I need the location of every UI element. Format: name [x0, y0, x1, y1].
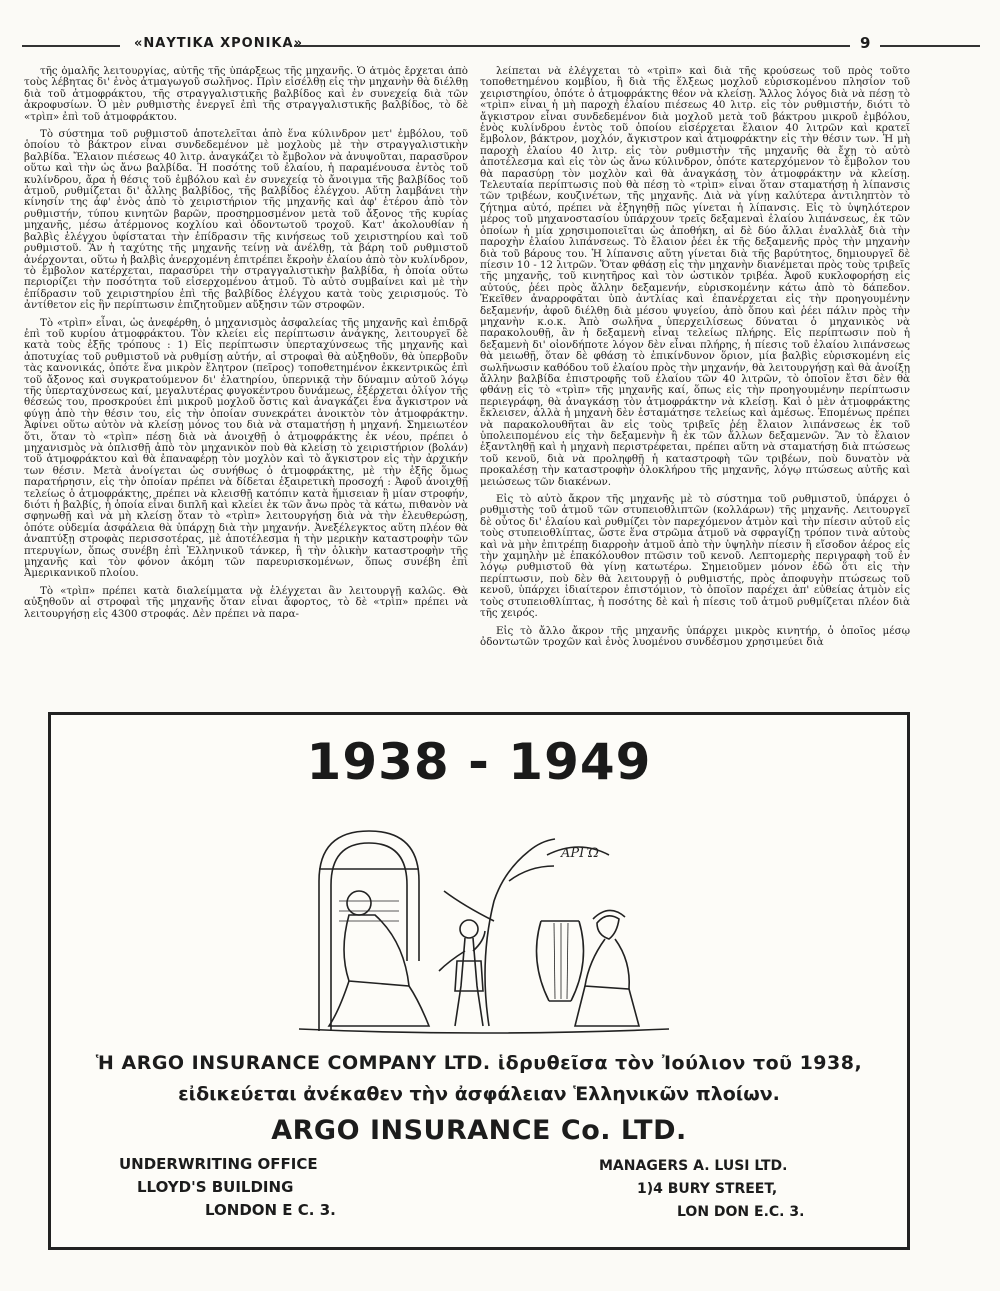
illustration-caption: ΑΡΓΩ: [561, 846, 599, 861]
managers-address: [599, 1155, 889, 1224]
article-column-left: [24, 66, 468, 710]
managers-line: 1)4 BURY STREET,: [637, 1181, 778, 1197]
article-paragraph: Τὸ σύστημα τοῦ ρυθμιστοῦ ἀποτελεῖται ἀπὸ ἕνα κύλινδρον μετ' ἐμβόλου, τοῦ ὁποίου τὸ βάκτρον εἶναι συνδεδεμένον μὲ μοχλοὺς μὲ τὴν στραγγαλιστικὴν βαλβίδα. Ἔλαιον πιέσεως 40 λιτρ. ἀναγκάζει τὸ ἔμβολον νὰ ἀνυψοῦται, παρασῦρον οὕτω καὶ τὴν ὡς ἄνω βαλβίδα. Ἡ ποσότης τοῦ ἐλαίου, ἡ παραμένουσα ἐντὸς τοῦ κυλίνδρου, ἄρα ἡ θέσις τοῦ ἐμβόλου καὶ ἐν συνεχείᾳ τὸ ἄνοιγμα τῆς βαλβίδος τοῦ ἀτμοῦ, ρυθμίζεται δι' ἄλλης βαλβίδος, τῆς βαλβίδος ἐλέγχου. Αὕτη λαμβάνει τὴν κίνησίν της ἀφ' ἑνὸς ἀπὸ τὸ χειριστήριον τῆς μηχανῆς καὶ ἀφ' ἑτέρου ἀπὸ τὸν ρυθμιστήν, τύπου κινητῶν βαρῶν, προσηρμοσμένον μετὰ τοῦ ἄξονος τῆς κυρίας μηχανῆς, μέσω ἀτέρμονος κοχλίου καὶ ὀδοντωτοῦ τροχοῦ. Κατ' ἀκολουθίαν ἡ βαλβὶς ἐλέγχου ὑφίσταται τὴν ἐπίδρασιν τῆς κινήσεως τοῦ χειριστηρίου καὶ τοῦ ρυθμιστοῦ. Ἂν ἡ ταχύτης τῆς μηχανῆς τείνῃ νὰ ἀνέλθῃ, τὰ βάρη τοῦ ρυθμιστοῦ ἀνέρχονται, οὕτω ἡ βαλβὶς ἀνερχομένη ἐπιτρέπει ἔκροὴν ἐλαίου ἀπὸ τὸν κυλίνδρον, τὸ ἔμβολον κατέρχεται, παρασύρει τὴν στραγγαλιστικὴν βαλβίδα, ἡ ὁποία οὕτω περιορίζει τὴν ποσότητα τοῦ εἰσερχομένου ἀτμοῦ. Τὸ αὐτὸ συμβαίνει καὶ μὲ τὴν ἐπίδρασιν τοῦ χειριστηρίου ἐπὶ τῆς βαλβίδος ἐλέγχου κατὰ τοὺς χειρισμούς. Τὸ ἀντίθετον εἰς ἣν περίπτωσιν ἐπιζητοῦμεν αὔξησιν τῶν στροφῶν.: [24, 128, 468, 312]
page-number: 9: [860, 34, 871, 52]
managers-line: MANAGERS A. LUSI LTD.: [599, 1158, 788, 1174]
argo-insurance-advertisement: [48, 712, 910, 1250]
article-paragraph: Εἰς τὸ ἄλλο ἄκρον τῆς μηχανῆς ὑπάρχει μικρὸς κινητήρ, ὁ ὁποῖος μέσῳ ὀδοντωτῶν τροχῶν καὶ ἑνὸς λυομένου συνδέσμου χρησιμεύει διὰ: [480, 624, 910, 648]
article-paragraph: Τὸ «τρὶπ» εἶναι, ὡς ἀνεφέρθη, ὁ μηχανισμὸς ἀσφαλείας τῆς μηχανῆς καὶ ἐπιδρᾷ ἐπὶ τοῦ κυρίου ἀτμοφράκτου. Τὸν κλείει εἰς περίπτωσιν ἀνάγκης, λειτουργεῖ δὲ κατὰ τοὺς ἑξῆς τρόπους : 1) Εἰς περίπτωσιν ὑπερταχύνσεως τῆς μηχανῆς καὶ ἀποτυχίας τοῦ ρυθμιστοῦ νὰ ρυθμίσῃ αὐτήν, αἱ στροφαὶ θὰ αὐξηθοῦν, θὰ ὑπερβοῦν τὰς κανονικάς, ὁπότε ἕνα μικρὸν ἔλητρον (πεῖρος) τοποθετημένον ἐκκεντρικῶς ἐπὶ τοῦ ἄξονος καὶ συγκρατούμενον δι' ἐλατηρίου, ὑπερνικᾷ τὴν δύναμιν αὐτοῦ λόγῳ τῆς ὑπερταχύνσεως καί, μεγαλυτέρας φυγοκέντρου δυνάμεως, ἐξέρχεται ὀλίγον τῆς θέσεώς του, προσκρούει ἐπὶ μικροῦ μοχλοῦ ὅστις καὶ ἀναγκάζει ἕνα ἄγκιστρον νὰ φύγῃ ἀπὸ τὴν θέσιν του, εἰς τὴν ὁποίαν συνεκράτει ἀνοικτὸν τὸν ἀτμοφράκτην. Ἀφίνει οὕτω αὐτὸν νὰ κλείσῃ μόνος του διὰ νὰ σταματήσῃ ἡ μηχανή. Σημειωτέον ὅτι, ὅταν τὸ «τρὶπ» πέσῃ διὰ νὰ ἀνοιχθῇ ὁ ἀτμοφράκτης ἐκ νέου, πρέπει ὁ μηχανισμὸς νὰ ὁπλισθῇ ἀπὸ τὸν μηχανικὸν ποὺ θὰ κλείσῃ τὸ χειριστήριον (βολάν) τοῦ ἀτμοφράκτου καὶ θὰ ἐπαναφέρῃ τὸν μοχλὸν καὶ τὸ ἄγκιστρον εἰς τὴν ἀρχικήν των θέσιν. Μετὰ ἀνοίγεται ὡς συνήθως ὁ ἀτμοφράκτης, μὲ τὴν ἑξῆς ὅμως παρατήρησιν, εἰς τὴν ὁποίαν πρέπει νὰ δίδεται ἐξαιρετικὴ προσοχή : Ἀφοῦ ἀνοιχθῇ τελείως ὁ ἀτμοφράκτης, πρέπει νὰ κλεισθῇ κατόπιν κατὰ ἥμισειαν ἢ μίαν στροφήν, διότι ἡ βαλβίς, ἡ ὁποία εἶναι διπλῆ καὶ κλείει ἐκ τῶν ἄνω πρὸς τὰ κάτω, πιθανὸν νὰ σφηνωθῇ καὶ νὰ μὴ κλείσῃ ὅταν τὸ «τρὶπ» λειτουργήσῃ διὰ νὰ τὴν ἐλευθερώσῃ, ὁπότε οὐδεμία ἀσφάλεια θὰ ὑπάρχῃ διὰ τὴν μηχανήν. Ἀνεξέλεγκτος αὕτη πλέον θὰ ἀναπτύξῃ στροφὰς περισσοτέρας, μὲ ἀποτέλεσμα ἡ τὴν μερικὴν καταστροφὴν τῶν πτερυγίων, ὅπως συνέβη ἐπὶ Ἑλληνικοῦ τάνκερ, ἢ τὴν ὁλικὴν καταστροφὴν τῆς μηχανῆς καὶ τὸν φόνον ἀκόμη τῶν παρευρισκομένων, ὅπως συνέβη ἐπὶ Ἀμερικανικοῦ πλοίου.: [24, 316, 468, 580]
header-rule-far: [880, 45, 980, 47]
ad-greek-line-2: εἰδικεύεται ἀνέκαθεν τὴν ἀσφάλειαν Ἑλληνικῶν πλοίων.: [178, 1083, 780, 1105]
underwriting-office-address: [119, 1153, 419, 1222]
office-line: LLOYD'S BUILDING: [137, 1178, 294, 1196]
argo-classical-illustration: [279, 811, 679, 1041]
article-paragraph: τῆς ὁμαλῆς λειτουργίας, αὐτῆς τῆς ὑπάρξεως τῆς μηχανῆς. Ὁ ἀτμὸς ἔρχεται ἀπὸ τοὺς λέβητας δι' ἑνὸς ἀτμαγωγοῦ σωλῆνος. Πρὶν εἰσέλθῃ εἰς τὴν μηχανὴν θὰ διέλθῃ διὰ τοῦ ἀτμοφράκτου, τῆς στραγγαλιστικῆς βαλβίδος καὶ ἐν συνεχείᾳ διὰ τῶν ἀκροφυσίων. Ὁ μὲν ρυθμιστὴς ἐνεργεῖ ἐπὶ τῆς στραγγαλιστικῆς βαλβίδος, τὸ δὲ «τρὶπ» ἐπὶ τοῦ ἀτμοφράκτου.: [24, 66, 468, 123]
article-column-right: [480, 66, 910, 718]
article-paragraph: Εἰς τὸ αὐτὸ ἄκρον τῆς μηχανῆς μὲ τὸ σύστημα τοῦ ρυθμιστοῦ, ὑπάρχει ὁ ρυθμιστὴς τοῦ ἀτμοῦ τῶν στυπειοθλιπτῶν (κολλάρων) τῆς μηχανῆς. Λειτουργεῖ δὲ οὗτος δι' ἐλαίου καὶ ρυθμίζει τὸν παρεχόμενον ἀτμὸν καὶ τὴν πίεσιν αὐτοῦ εἰς τοὺς στυπειοθλίπτας, ὥστε ἕνα στρῶμα ἀτμοῦ νὰ σφραγίζῃ τρόπον τινὰ αὐτοὺς καὶ νὰ μὴν ἐπιτρέπῃ διαρροὴν ἀτμοῦ ἀπὸ τὴν ὑψηλὴν πίεσιν ἢ εἴσοδον ἀέρος εἰς τὴν χαμηλὴν μὲ ἐπακόλουθον πτῶσιν τοῦ κενοῦ. Λεπτομερὴς περιγραφὴ τοῦ ἐν λόγῳ ρυθμιστοῦ θὰ γίνῃ κατωτέρω. Σημειοῦμεν μόνον ἐδῶ ὅτι εἰς τὴν περίπτωσιν, ποὺ δὲν θὰ λειτουργῇ ὁ ρυθμιστής, πρὸς ἀποφυγὴν πτώσεως τοῦ κενοῦ, ὑπάρχει ἰδιαίτερον ἐπιστόμιον, τὸ ὁποῖον παρέχει ἀπ' εὐθείας ἀτμὸν εἰς τοὺς στυπειοθλίπτας, ἡ ποσότης δὲ καὶ ἡ πίεσις τοῦ ἀτμοῦ ρυθμίζεται πλέον διὰ τῆς χειρός.: [480, 493, 910, 620]
ad-brand-name: ARGO INSURANCE Co. LTD.: [271, 1115, 687, 1146]
header-rule-right: [294, 45, 850, 47]
masthead: «ΝΑΥΤΙΚΑ ΧΡΟΝΙΚΑ»: [134, 36, 303, 51]
ad-greek-line-1: Ἡ ARGO INSURANCE COMPANY LTD. ἱδρυθεῖσα τὸν Ἰούλιον τοῦ 1938,: [95, 1052, 863, 1074]
header-rule-left: [22, 45, 120, 47]
article-paragraph: Τὸ «τρὶπ» πρέπει κατὰ διαλείμματα νὰ ἐλέγχεται ἂν λειτουργῇ καλῶς. Θὰ αὐξηθοῦν αἱ στροφαὶ τῆς μηχανῆς ὅταν εἶναι ἄφορτος, τὸ δὲ «τρὶπ» πρέπει νὰ λειτουργήσῃ εἰς 4300 στροφάς. Δὲν πρέπει νὰ παρα-: [24, 584, 468, 620]
page-header: [22, 36, 982, 56]
managers-line: LON DON E.C. 3.: [677, 1204, 805, 1220]
article-paragraph: λείπεται νὰ ἐλέγχεται τὸ «τρὶπ» καὶ διὰ τῆς κρούσεως τοῦ πρὸς τοῦτο τοποθετημένου κομβίου, ἢ διὰ τῆς ἕλξεως μοχλοῦ εὑρισκομένου πλησίον τοῦ χειριστηρίου, ὁπότε ὁ ἀτμοφράκτης θέον νὰ κλείσῃ. Ἄλλος λόγος διὰ νὰ πέσῃ τὸ «τρὶπ» εἶναι ἡ μὴ παροχὴ ἐλαίου πιέσεως 40 λιτρ. εἰς τὸν ρυθμιστήν, διότι τὸ ἄγκιστρον εἶναι συνδεδεμένον διὰ μοχλοῦ μετὰ τοῦ βάκτρου μικροῦ ἐμβόλου, ἑνὸς κυλίνδρου ἐντὸς τοῦ ὁποίου εἰσέρχεται ἔλαιον 40 λιτρῶν καὶ κρατεῖ ἔμβολον, βάκτρον, μοχλόν, ἄγκιστρον καὶ ἀτμοφράκτην εἰς τὴν θέσιν των. Ἡ μὴ παροχὴ ἐλαίου 40 λιτρ. εἰς τὸν ρυθμιστὴν τῆς μηχανῆς θὰ ἔχῃ τὸ αὐτὸ ἀποτέλεσμα καὶ εἰς τὸν ὡς ἄνω κύλινδρον, ὁπότε κατερχόμενον τὸ ἔμβολον του θὰ παρασύρῃ τὸν μοχλὸν καὶ θὰ ἀναγκάσῃ τὸν ἀτμοφράκτην νὰ κλείσῃ. Τελευταία περίπτωσις ποὺ θὰ πέσῃ τὸ «τρὶπ» εἶναι ὅταν σταματήσῃ ἡ λίπανσις τῶν τριβέων, κουζινέτων, τῆς μηχανῆς. Διὰ νὰ γίνῃ καλύτερα ἀντιληπτὸν τὸ ζήτημα αὐτό, πρέπει νὰ ἐξηγηθῇ πῶς γίνεται ἡ λίπανσις. Εἰς τὸ ὑψηλότερον μέρος τοῦ μηχανοστασίου ὑπάρχουν τρεῖς δεξαμεναὶ ἐλαίου λιπάνσεως, ἐκ τῶν ὁποίων ἡ μία χρησιμοποιεῖται ὡς ἀποθήκη, αἱ δὲ δύο ἄλλαι ἐναλλὰξ διὰ τὴν παροχὴν ἐλαίου λιπάνσεως. Τὸ ἔλαιον ῥέει ἐκ τῆς δεξαμενῆς πρὸς τὴν μηχανὴν διὰ τοῦ βάρους του. Ἡ λίπανσις αὕτη γίνεται διὰ τῆς βαρύτητος, δημιουργεῖ δὲ πίεσιν 10 - 12 λιτρῶν. Ὅταν φθάσῃ εἰς τὴν μηχανὴν διανέμεται πρὸς τοὺς τριβεῖς τῆς μηχανῆς, τοῦ κινητῆρος καὶ τὸν ὠστικὸν τριβέα. Ἀφοῦ κυκλοφορήσῃ εἰς αὐτούς, ῥέει πρὸς ἄλλην δεξαμενήν, εὑρισκομένην κάτω ἀπὸ τὸ δάπεδον. Ἐκεῖθεν ἀναρροφᾶται ὑπὸ ἀντλίας καὶ ἐπανέρχεται εἰς τὴν προηγουμένην δεξαμενήν, ἀφοῦ διέλθῃ διὰ μέσου ψυγείου, ἀπὸ ὅπου καὶ ῥέει πάλιν πρὸς τὴν μηχανὴν κ.ο.κ. Ἀπὸ σωλῆνα ὑπερχειλίσεως δύναται ὁ μηχανικὸς νὰ παρακολουθῇ, ἂν ἡ δεξαμενὴ εἶναι τελείως πλήρης. Εἰς περίπτωσιν ποὺ ἡ δεξαμενὴ δι' οἱονδήποτε λόγον δὲν εἶναι πλήρης, ἡ πίεσις τοῦ ἐλαίου λιπάνσεως θὰ μειωθῇ, ὅταν δὲ φθάσῃ τὸ ἐπικίνδυνον ὅριον, μία βαλβὶς εὑρισκομένη εἰς σωλῆνωσιν καθόδου τοῦ ἐλαίου πρὸς τὴν μηχανήν, θὰ λειτουργήσῃ καὶ θὰ ἀνοίξῃ ἄλλην βαλβίδα ἐπιστροφῆς τοῦ ἐλαίου τῶν 40 λιτρῶν, τὸ ὁποῖον ἔτσι δὲν θὰ φθάνῃ εἰς τὸ «τρὶπ» τῆς μηχανῆς καί, ὅπως εἰς τὴν προηγουμένην περίπτωσιν περιεγράφη, θὰ ἀναγκάσῃ τὸν ἀτμοφράκτην νὰ κλείσῃ. Καὶ ὁ μὲν ἀτμοφράκτης ἔκλεισεν, ἀλλὰ ἡ μηχανὴ δὲν ἐσταμάτησε τελείως καὶ ἀμέσως. Ἑπομένως πρέπει νὰ παρακολουθῆται ἂν εἰς τοὺς τριβεῖς ῥέῃ ἔλαιον λιπάνσεως ἐκ τοῦ ὑπολειπομένου εἰς τὴν δεξαμενὴν ἢ ἐκ τῶν ἄλλων δεξαμενῶν. Ἂν τὸ ἔλαιον ἐξαντληθῇ καὶ ἡ μηχανὴ περιστρέφεται, πρέπει αὕτη νὰ σταματήσῃ διὰ πτώσεως τοῦ κενοῦ, διὰ νὰ προληφθῇ ἡ καταστροφὴ τῶν τριβέων, ποὺ δυνατὸν νὰ προκαλέσῃ τὴν καταστροφὴν ὁλοκλήρου τῆς μηχανῆς, λόγῳ πτώσεως αὐτῆς καὶ μειώσεως τῶν διακένων.: [480, 66, 910, 488]
office-line: LONDON E C. 3.: [205, 1201, 336, 1219]
office-line: UNDERWRITING OFFICE: [119, 1155, 318, 1173]
ad-years: 1938 - 1949: [306, 733, 652, 791]
